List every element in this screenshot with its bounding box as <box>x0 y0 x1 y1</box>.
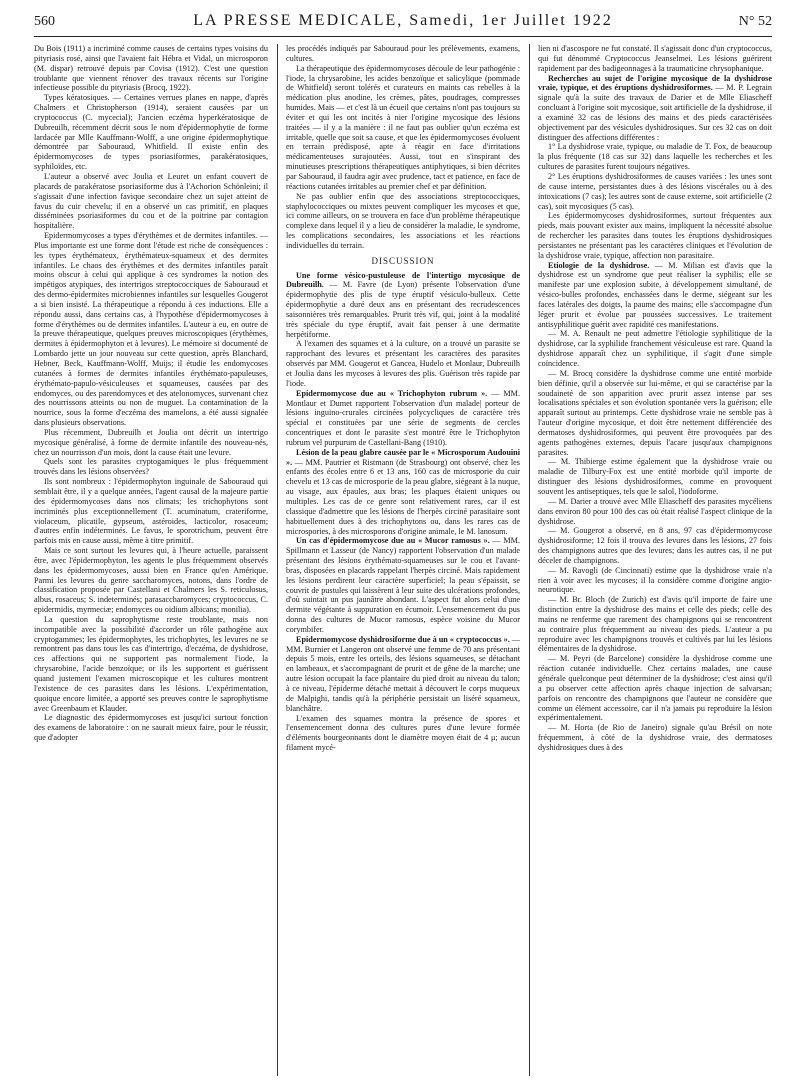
paragraph: L'auteur a observé avec Joulia et Leuret un enfant couvert de placards de parakératose psoriasiforme dus à l'Achorion Schönleini; il s'agissait d'une infection favique secondaire chez un sujet atteint de favus du cuir chevelu; il en a observé un cas primitif, en plaques disséminées psoriasiformes du cou et de la poitrine par contagion hospitalière. <box>34 171 268 231</box>
article-text: — M. Favre (de Lyon) présente l'observation d'une épidermophytie des plis de type éruptif vésiculo-bulleux. Cette épidermophytie a duré deux ans en présentant des recrudescences saisonnières très remarquables. Prurit très vif, qui, joint à la modalité très spéciale du type éruptif, avait fait penser à une dermatite herpétiforme. <box>286 280 520 339</box>
paragraph: Ils sont nombreux : l'épidermophyton inguinale de Sabouraud qui semblait être, il y a quelque années, l'agent causal de la majeure partie des épidermomycoses dans nos climats; les trichophytons sont incriminés plus exceptionnellement (T. acuminatum, crateriforme, violaceum, plicatile, gypseum, astéroides, lacticolor, rosaceum; d'autres enfin indéterminés. Le favus, le sporotrichum, peuvent être parfois mis en cause aussi, même à titre primitif. <box>34 477 268 546</box>
article-text: — MM. Montlaur et Dumet rapportent l'observation d'un malade| porteur de lésions inguino-crurales circinées polycycliques de caractère très spécial et constituées par une série de segments de cercles concentriques et dont le parasite s'est montré être le Trichophyton rubrum vel purpurum de Castellani-Bang (1910). <box>286 388 520 447</box>
article-paragraph <box>538 142 772 172</box>
article-paragraph <box>286 448 520 537</box>
article-text: — M. A. Renault ne peut admettre l'étiologie syphilitique de la dyshidrose, car la syphilide franchement vésiculeuse est rare. Quand la dyshidrose apparaît chez un syphilitique, il s'agit d'une simple coïncidence. <box>538 329 772 368</box>
article-title: Etiologie de la dyshidrose. <box>548 260 650 270</box>
article-paragraph <box>538 211 772 260</box>
journal-title: LA PRESSE MEDICALE, Samedi, 1er Juillet 1922 <box>193 12 613 29</box>
article-text: A l'examen des squames et à la culture, on a trouvé un parasite se rapprochant des levures et présentant les caractères des parasites observés par MM. Gougerot et Gancea, Hudelo et Monlaur, Dubreuilh et Joulia dans les mycoses à levures des plis. Guérison très rapide par l'iode. <box>286 339 520 388</box>
article-text: — M. Br. Bloch (de Zurich) est d'avis qu'il importe de faire une distinction entre la dyshidrose des mains et celle des pieds; celle des mains ne renferme que rarement des champignons qui se rencontrent au contraire plus fréquemment au niveau des pieds. L'auteur a pu reproduire avec les champignons trouvés et cultivés par lui les lésions élémentaires de la dyshidrose. <box>538 595 772 654</box>
article-text: — M. Peyri (de Barcelone) considère la dyshidrose comme une réaction cutanée individuelle. Chez certains malades, une cause générale quelconque peut déterminer de la dyshidrose; c'est ainsi qu'il a pu observer cette affection après chaque injection de salvarsan; parfois on rencontre des champignons que l'auteur ne considère que comme un élément accessoire, car il n'a jamais pu reproduire la lésion expérimentalement. <box>538 654 772 723</box>
columns <box>34 44 772 1076</box>
paragraph: Epidermomycoses a types d'érythèmes et de dermites infantiles. — Plus importante est une forme dont l'étude est riche de conséquences : les types érythémateux, érythémateux-squameux et des dermites infantiles. Le chaos des érythèmes et des dermites infantiles paraît moins obscur à celui qui applique à ces syndromes la notion des impétigos atypiques, des intertrigos streptococciques de Sabouraud et des dermo-épidermites microbiennes infantiles sur lesquelles Gougerot a si bien insisté. La thérapeutique a répondu à ces inductions. Elle a répondu aussi, dans certains cas, à l'hypothèse d'épidermomycoses à forme d'érythèmes ou de dermites infantiles. L'auteur a eu, en outre de la preuve thérapeutique, quelques preuves microscopiques (érythèmes, dermites à épidermophyton et à levures). Le mémoire si documenté de Lombardo jette un jour nouveau sur cette question, après Blanchard, Hebner, Beck, Kauffmann-Wolff, Muijs; il étudie les endomycoses cutanées à formes de dermites infantiles érythémato-papuleuses, érythémato-papulo-vésiculeuses et squameuses, causées par des endomyces, ou des parendomyces et des atelonomyces, survenant chez des nourrissons atteints ou non de muguet. La contamination de la nourrice, sous la forme d'eczéma des mamelons, a été aussi signalée dans plusieurs observations. <box>34 231 268 428</box>
page-header <box>34 10 772 37</box>
article-title: Une forme vésico-pustuleuse de l'intertigo mycosique de Dubreuilh. <box>286 270 520 290</box>
article-text: — M. Ravogli (de Cincinnati) estime que la dyshidrose vraie n'a rien à voir avec les mycoses; il la considère comme d'origine angio-neurotique. <box>538 565 772 595</box>
paragraph: lien ni d'ascospore ne fut constaté. Il s'agissait donc d'un cryptococcus, qui fut dénommé Cryptococcus Jeanselmei. Les lésions guérirent rapidement par des badigeonnages à la traumaticine chrysophanique. <box>538 44 772 73</box>
paragraph: Plus récemment, Dubreuilh et Joulia ont décrit un intertrigo mycosique généralisé, à forme de dermite infantile des nouveau-nés, chez un nourrisson d'un mois, dont la cause était une levure. <box>34 427 268 457</box>
article-text: — MM. Burnier et Langeron ont observé une femme de 70 ans présentant depuis 5 mois, entre les orteils, des lésions squameuses, se détachant en lambeaux, et s'accompagnant de prurit et de gêne de la marche; une autre lésion occupait la face plantaire du pied droit au niveau du talon; à ce niveau, l'épiderme détaché mettait à découvert le corps muqueux de Malpighi, tandis qu'à la périphérie persistait un liséré squameux, blanchâtre. <box>286 634 520 713</box>
column-3 <box>538 44 772 1076</box>
article-paragraph <box>286 536 520 634</box>
article-text: — M. Darier a trouvé avec Mlle Eliascheff des parasites mycéliens dans environ 80 pour 100 des cas où était réalisé l'aspect clinique de la dyshidrose. <box>538 496 772 526</box>
article-paragraph <box>538 526 772 565</box>
article-text: — M. Brocq considère la dyshidrose comme une entité morbide bien définie, qu'il a observée sur lui-même, et qui se caractérise par la soudaineté de son apparition avec prurit assez intense par ses localisations spéciales et son évolution spontanée vers la guérison; elle apparaît surtout au printemps. Cette dyshidrose vraie ne semble pas à l'auteur d'origine mycosique, et doit être nettement différenciée des dermatoses dyshidrosiformes, qui peuvent être provoquées par des agents pathogènes externes, depuis l'acare jusqu'aux champignons parasites. <box>538 368 772 457</box>
article-paragraph <box>538 74 772 143</box>
article-text: 1° La dyshidrose vraie, typique, ou maladie de T. Fox, de beaucoup la plus fréquente (18 cas sur 32) dans laquelle les recherches et les cultures de parasites furent toujours négatives. <box>538 142 772 172</box>
article-paragraph <box>538 497 772 527</box>
article-title: Recherches au sujet de l'origine mycosique de la dyshidrose vraie, typique, et des éruptions dyshidrosiformes. <box>538 73 772 93</box>
article-title: Epidermomycose due au « Trichophyton rubrum ». <box>296 388 488 398</box>
article-paragraph <box>538 261 772 330</box>
article-text: — M. Thibierge estime également que la dyshidrose vraie ou maladie de Tilbury-Fox est une entité morbide qu'il importe de distinguer des lésions dyshidrosiformes, comme en provoquent souvent les antiseptiques, tels que le salol, l'iodoforme. <box>538 457 772 496</box>
article-paragraph <box>286 389 520 448</box>
column-rule <box>277 44 278 1076</box>
article-text: — M. Gougerot a observé, en 8 ans, 97 cas d'épidermomycose dyshidrosiforme; 12 fois il trouva des levures dans les lésions, 27 fois des champignons autres que des levures; dans les autres cas, il ne put déceler de champignons. <box>538 526 772 565</box>
article-paragraph <box>286 714 520 753</box>
paragraph: les procédés indiqués par Sabouraud pour les prélèvements, examens, cultures. <box>286 44 520 63</box>
article-text: — M. P. Legrain signale qu'à la suite des travaux de Darier et de Mlle Eliascheff concluant à l'origine soit mycosique, soit artificielle de la dyshidrose, il a examiné 32 cas de lésions des mains et des pieds caractérisées objectivement par des vésicules dyshidrosiques. Sur ces 32 cas on doit distinguer des affections différentes : <box>538 83 772 142</box>
paragraph: Types kératosiques. — Certaines verrues planes en nappe, d'après Chalmers et Christopherson (1914), seraient causées par un cryptococcus (C. mycecial); l'ancien eczéma hyperkératosique de Dubreuilh, récemment décrit sous le nom d'épidermophytie de forme lardacée par Mlle Kauffmann-Wolff, a une origine épidermophytique démontrée par Sabouraud, Whitfield. Il existe enfin des épidermomycoses de types psoriasiformes, parakératosiques, syphiloïdes, etc. <box>34 93 268 172</box>
article-paragraph <box>538 457 772 496</box>
article-text: Les épidermomycoses dyshidrosiformes, surtout fréquentes aux pieds, mais pouvant exister aux mains, impliquent la nécessité absolue de rechercher les parasites dans toutes les éruptions dyshidrosiques persistantes ne présentant pas les caractères cliniques et l'évolution de la dyshidrose vraie, typique, affection non parasitaire. <box>538 211 772 260</box>
article-title: Un cas d'épidermomycose due au « Mucor ramosus ». <box>296 536 490 546</box>
column-rule <box>529 44 530 1076</box>
article-paragraph <box>538 369 772 458</box>
article-paragraph <box>538 654 772 723</box>
article-paragraph <box>286 271 520 340</box>
article-paragraph <box>286 339 520 388</box>
paragraph: Mais ce sont surtout les levures qui, à l'heure actuelle, paraissent être, avec l'épidermophyton, les agents le plus fréquemment observés dans les épidermomycoses, aussi bien en France qu'en Amérique. Parmi les levures du genre saccharomyces, notons, dans l'ordre de classification proposée par Castellani et Chalmers les S. reticulosus, albus, rosaceus; S. indeterminés; parasaccharomyces; cryptococcus, C. epidermidis, myrmeciæ; endomyces ou oidium albicans; monilia). <box>34 546 268 615</box>
column-1 <box>34 44 268 1076</box>
paragraph: Ne pas oublier enfin que des associations streptococciques, staphylococciques ou mixtes peuvent compliquer les mycoses et que, ici comme ailleurs, on se trouvera en face d'un problème thérapeutique complexe dans lequel il y a lieu de considérer la maladie, le syndrome, les complications secondaires, les associations et les réactions individuelles du terrain. <box>286 191 520 250</box>
article-text: 2° Les éruptions dyshidrosiformes de causes variées : les unes sont de cause interne, persistantes dues à des lésions viscérales ou à des intoxications (7 cas); les autres sont de cause externe, soit artificielle (2 cas), soit mycosiques (5 cas). <box>538 171 772 211</box>
article-title: Lésion de la peau glabre causée par le « Microsporum Audouini ». <box>286 447 520 467</box>
paragraph: Du Bois (1911) a incriminé comme causes de certains types voisins du pityriasis rosé, ainsi que l'avaient fait Hébra et Vidal, un microsporon (M. dispar) retrouvé depuis par Covisa (1912). C'est une question troublante que viennent rénover des travaux récents sur l'origine infectieuse possible du pityriasis (Brocq, 1922). <box>34 44 268 93</box>
article-text: L'examen des squames montra la présence de spores et l'ensemencement donna des cultures pures d'une levure formée d'éléments bourgeonnants dont le diamètre moyen était de 4 μ; aucun filament mycé- <box>286 713 520 753</box>
column-2 <box>286 44 520 1076</box>
article-paragraph <box>538 595 772 654</box>
article-text: — M. Milian est d'avis que la dyshidrose est un syndrome que peut réaliser la syphilis; elle se manifeste par une explosion subite, à développement simultané, de vésico-bulles profondes, enchassées dans le derme, siégeant sur les faces latérales des doigts, la paume des mains; elle s'accompagne d'un léger prurit et évolue par poussées successives. Le traitement antisyphilitique guérit avec rapidité ces manifestations. <box>538 260 772 329</box>
article-text: — MM. Pautrier et Ristmann (de Strasbourg) ont observé, chez les enfants des écoles entre 6 et 13 ans, 160 cas de microsporie du cuir chevelu et 13 cas de microsporie de la peau glabre, siégeant à la nuque, au visage, aux épaules, aux bras; les plaques étaient uniques ou multiples. Les cas de ce genre sont relativement rares, car il est classique d'admettre que les lésions de l'herpès circiné parasitaire sont habituellement dues à des trichophytons ou, dans les rares cas de microspories, à des microsporons d'origine animale, le M. lanosum. <box>286 457 520 536</box>
article-paragraph <box>538 329 772 368</box>
article-text: — MM. Spillmann et Lasseur (de Nancy) rapportent l'observation d'un malade présentant des lésions érythémato-squameuses sur le cou et l'avant-bras, disposées en placards rappelant l'herpès circiné. Mais rapidement les lésions perdirent leur caractère superficiel; la peau s'épaissit, se couvrit de pustules qui laissèrent à leur suite des ulcérations profondes, d'où suintait un pus jaunâtre abondant. L'aspect fut alors celui d'une dermite végétante à suppuration en écumoir. L'ensemencement du pus donna des cultures de Mucor ramosus, espèce voisine du Mucor corymbifer. <box>286 536 520 634</box>
article-paragraph <box>538 566 772 596</box>
paragraph: La thérapeutique des épidermomycoses découle de leur pathogénie : l'iode, la chrysarobine, les acides benzoïque et salicylique (pommade de Whitfield) seront tolérés et curateurs en maints cas rebelles à la médication plus anodine, les crèmes, pâtes, poudrages, compresses humides. Mais — et c'est là un écueil que certains n'ont pas toujours su éviter et qui les ont incités à nier l'origine mycosique des lésions traitées — il y a la manière : il ne faut pas oublier qu'un eczéma est irritable, quelle que soit sa cause, et que les épidermomycoses évoluent en terrain prédisposé, apte à réagir en face d'irritations médicamenteuses surajoutées. Aussi, tout en s'inspirant des minutieuses prescriptions thérapeutiques antiphytiques, si bien décrites par Sabouraud, il faudra agir avec prudence, tact et patience, en face de réactions cutanées irritables au premier chef et par définition. <box>286 63 520 191</box>
paragraph: Le diagnostic des épidermomycoses est jusqu'ici surtout fonction des examens de laboratoire : on ne saurait mieux faire, pour le réussir, que d'adopter <box>34 713 268 743</box>
paragraph: La question du saprophytisme reste troublante, mais non incompatible avec la possibilité d'accorder un rôle pathogène aux cryptogammes; les épidermophytes, les trichophytes, les levures ne se remontrent pas dans tous les cas d'intertrigo, d'eczéma, de dyshidrose, ces affections qui ne supportent pas normalement l'iode, la chrysarobine, l'acide benzoïque; or ils les supportent et guérissent quand justement l'examen microscopique et les cultures montrent l'existence de ces parasites dans les lésions. L'expérimentation, quoique encore limitée, a apporté ses preuves contre le saprophytisme avec Greenbaum et Klauder. <box>34 614 268 713</box>
article-paragraph <box>286 635 520 714</box>
section-heading-discussion: DISCUSSION <box>371 255 435 266</box>
issue-number: N° 52 <box>738 14 772 29</box>
article-paragraph <box>538 172 772 211</box>
article-title: Epidermomycose dyshidrosiforme due à un « cryptococcus ». <box>296 634 510 644</box>
page-number: 560 <box>34 14 55 29</box>
paragraph: Quels sont les parasites cryptogamiques le plus fréquemment trouvés dans les lésions observées? <box>34 457 268 477</box>
article-text: — M. Horta (de Rio de Janeiro) signale qu'au Brésil on note fréquemment, à côté de la dyshidrose vraie, des dermatoses dyshidrosiques dues à des <box>538 723 772 752</box>
article-paragraph <box>538 723 772 753</box>
